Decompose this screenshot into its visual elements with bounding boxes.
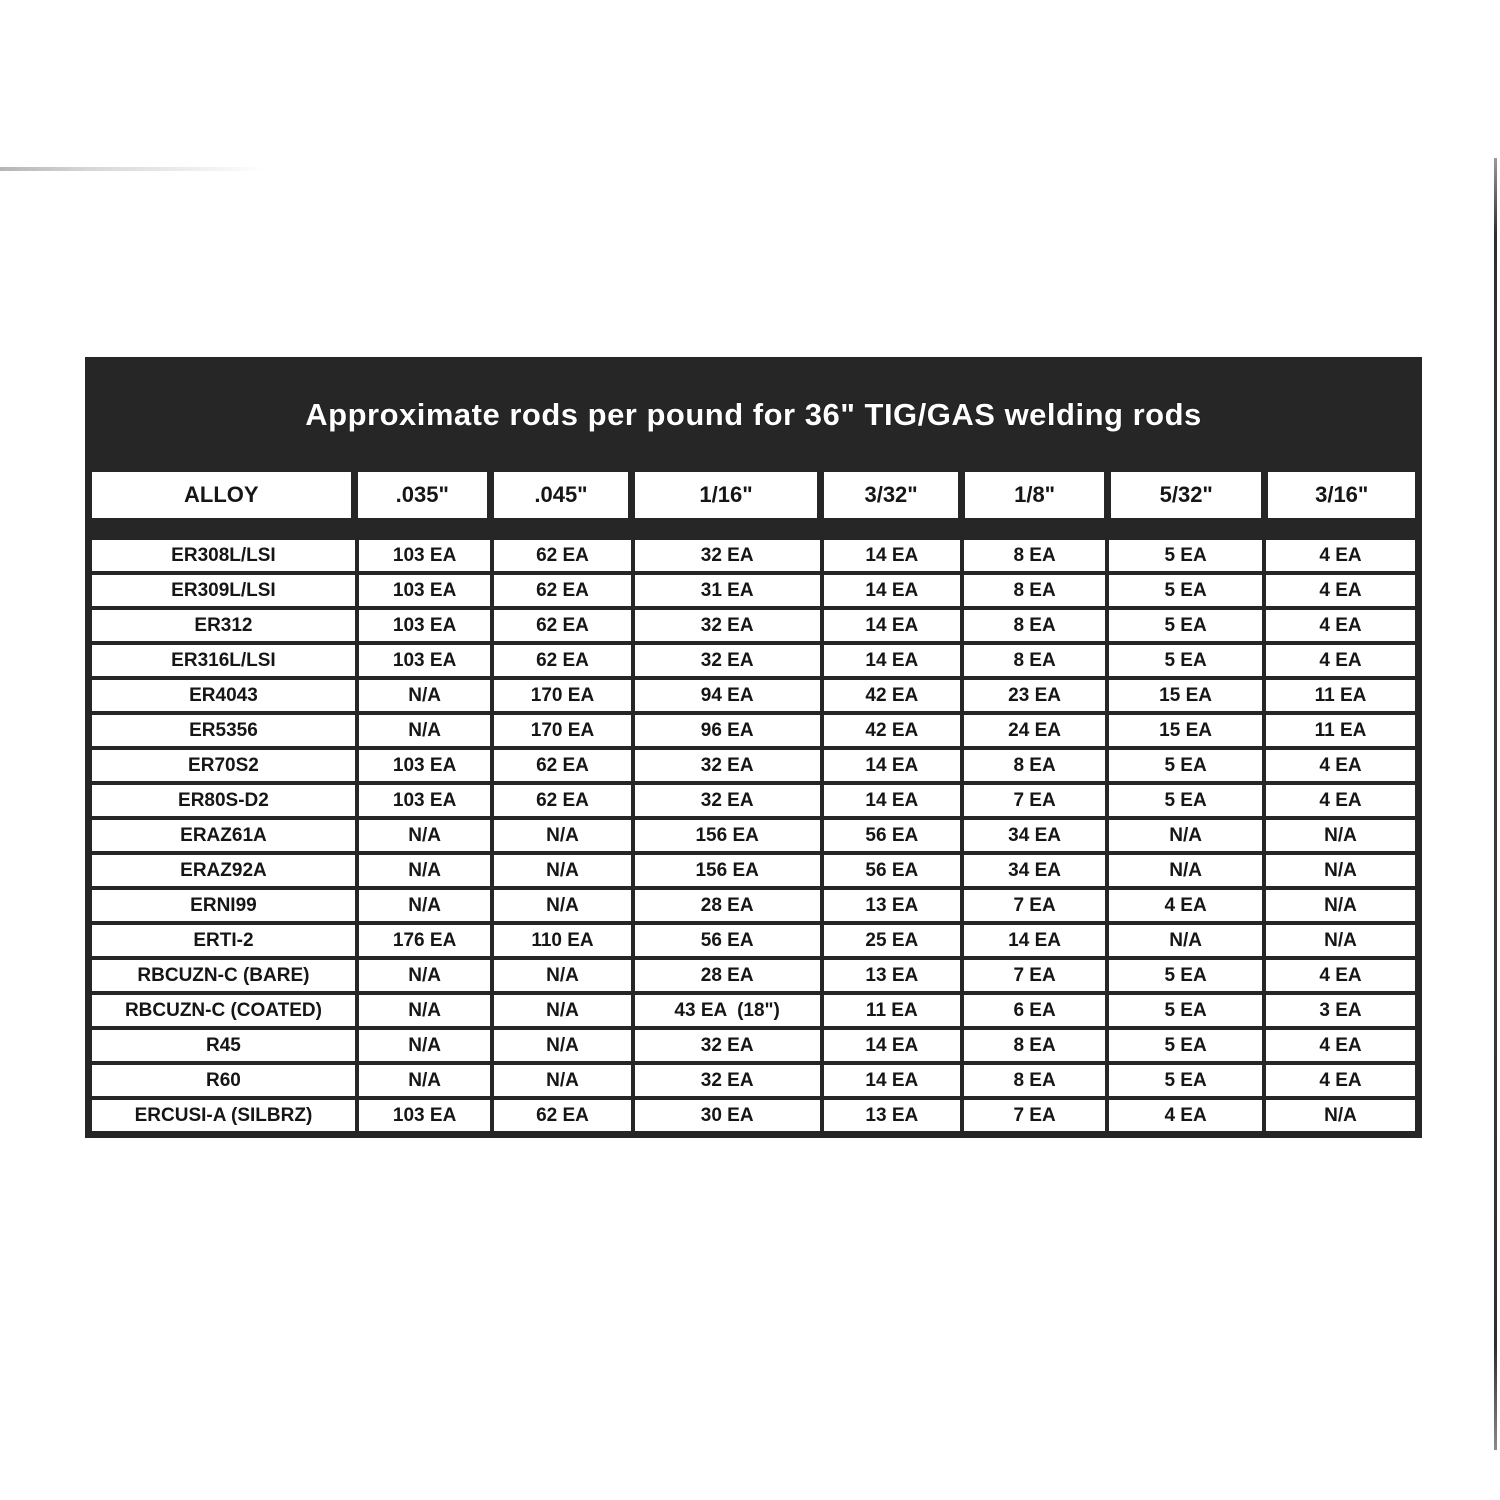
alloy-cell: ER316L/LSI <box>92 645 355 676</box>
header-cell: .045" <box>494 472 628 518</box>
value-cell: 8 EA <box>964 1065 1105 1096</box>
value-cell: 23 EA <box>964 680 1105 711</box>
table-row <box>92 715 1415 746</box>
value-cell: 62 EA <box>494 610 630 641</box>
value-cell: 11 EA <box>1266 680 1415 711</box>
value-cell: 43 EA (18") <box>635 995 820 1026</box>
value-cell: 62 EA <box>494 785 630 816</box>
value-cell: N/A <box>494 1065 630 1096</box>
value-cell: 62 EA <box>494 540 630 571</box>
alloy-cell: ER308L/LSI <box>92 540 355 571</box>
table-body <box>85 540 1422 1138</box>
header-cell: .035" <box>358 472 487 518</box>
value-cell: N/A <box>359 715 490 746</box>
value-cell: 4 EA <box>1266 1065 1415 1096</box>
value-cell: 14 EA <box>824 785 960 816</box>
value-cell: N/A <box>1109 925 1262 956</box>
value-cell: N/A <box>359 820 490 851</box>
value-cell: 34 EA <box>964 820 1105 851</box>
alloy-cell: ERNI99 <box>92 890 355 921</box>
value-cell: 4 EA <box>1266 610 1415 641</box>
alloy-cell: R60 <box>92 1065 355 1096</box>
alloy-cell: ER80S-D2 <box>92 785 355 816</box>
value-cell: 11 EA <box>1266 715 1415 746</box>
value-cell: 8 EA <box>964 645 1105 676</box>
value-cell: 14 EA <box>824 750 960 781</box>
table-row <box>92 680 1415 711</box>
value-cell: 62 EA <box>494 645 630 676</box>
alloy-cell: RBCUZN-C (COATED) <box>92 995 355 1026</box>
value-cell: N/A <box>1266 1100 1415 1131</box>
value-cell: 156 EA <box>635 855 820 886</box>
value-cell: 14 EA <box>824 575 960 606</box>
value-cell: 24 EA <box>964 715 1105 746</box>
value-cell: 4 EA <box>1109 890 1262 921</box>
value-cell: 103 EA <box>359 1100 490 1131</box>
value-cell: 3 EA <box>1266 995 1415 1026</box>
value-cell: 5 EA <box>1109 785 1262 816</box>
value-cell: 7 EA <box>964 890 1105 921</box>
value-cell: 5 EA <box>1109 995 1262 1026</box>
value-cell: 56 EA <box>635 925 820 956</box>
value-cell: 6 EA <box>964 995 1105 1026</box>
value-cell: N/A <box>1109 820 1262 851</box>
value-cell: N/A <box>359 890 490 921</box>
value-cell: 32 EA <box>635 645 820 676</box>
value-cell: 5 EA <box>1109 1065 1262 1096</box>
table-row <box>92 610 1415 641</box>
table-row <box>92 925 1415 956</box>
welding-rod-table <box>85 357 1422 1138</box>
value-cell: 13 EA <box>824 1100 960 1131</box>
value-cell: 5 EA <box>1109 540 1262 571</box>
value-cell: 5 EA <box>1109 575 1262 606</box>
value-cell: 15 EA <box>1109 715 1262 746</box>
value-cell: 14 EA <box>824 610 960 641</box>
scan-artifact-edge-line <box>1494 158 1497 1450</box>
value-cell: 5 EA <box>1109 960 1262 991</box>
value-cell: 103 EA <box>359 610 490 641</box>
value-cell: N/A <box>1266 890 1415 921</box>
value-cell: N/A <box>359 680 490 711</box>
table-row <box>92 785 1415 816</box>
alloy-cell: ER70S2 <box>92 750 355 781</box>
value-cell: N/A <box>494 1030 630 1061</box>
value-cell: 32 EA <box>635 540 820 571</box>
header-cell: 3/16" <box>1268 472 1415 518</box>
value-cell: 34 EA <box>964 855 1105 886</box>
value-cell: N/A <box>494 995 630 1026</box>
value-cell: 32 EA <box>635 1030 820 1061</box>
value-cell: 14 EA <box>964 925 1105 956</box>
value-cell: 5 EA <box>1109 1030 1262 1061</box>
value-cell: 13 EA <box>824 960 960 991</box>
value-cell: 4 EA <box>1109 1100 1262 1131</box>
value-cell: 42 EA <box>824 715 960 746</box>
table-row <box>92 645 1415 676</box>
value-cell: 4 EA <box>1266 645 1415 676</box>
value-cell: 96 EA <box>635 715 820 746</box>
header-cell: 1/16" <box>635 472 817 518</box>
value-cell: 4 EA <box>1266 1030 1415 1061</box>
value-cell: 4 EA <box>1266 750 1415 781</box>
value-cell: 62 EA <box>494 575 630 606</box>
value-cell: 4 EA <box>1266 540 1415 571</box>
value-cell: N/A <box>359 855 490 886</box>
value-cell: 170 EA <box>494 680 630 711</box>
value-cell: N/A <box>1109 855 1262 886</box>
table-row <box>92 575 1415 606</box>
value-cell: 7 EA <box>964 1100 1105 1131</box>
alloy-cell: RBCUZN-C (BARE) <box>92 960 355 991</box>
table-row <box>92 820 1415 851</box>
value-cell: 103 EA <box>359 750 490 781</box>
value-cell: 28 EA <box>635 960 820 991</box>
value-cell: N/A <box>494 820 630 851</box>
value-cell: 103 EA <box>359 575 490 606</box>
alloy-cell: ER4043 <box>92 680 355 711</box>
value-cell: 7 EA <box>964 960 1105 991</box>
value-cell: 170 EA <box>494 715 630 746</box>
table-row <box>92 750 1415 781</box>
value-cell: 14 EA <box>824 1065 960 1096</box>
table-header-row <box>85 472 1422 518</box>
value-cell: N/A <box>494 890 630 921</box>
table-row <box>92 960 1415 991</box>
value-cell: 14 EA <box>824 1030 960 1061</box>
value-cell: 31 EA <box>635 575 820 606</box>
value-cell: N/A <box>359 1065 490 1096</box>
value-cell: 8 EA <box>964 1030 1105 1061</box>
table-row <box>92 890 1415 921</box>
value-cell: 32 EA <box>635 785 820 816</box>
value-cell: 5 EA <box>1109 750 1262 781</box>
table-row <box>92 1065 1415 1096</box>
value-cell: 5 EA <box>1109 610 1262 641</box>
value-cell: 13 EA <box>824 890 960 921</box>
value-cell: 110 EA <box>494 925 630 956</box>
table-title-band <box>85 357 1422 472</box>
alloy-cell: ERAZ92A <box>92 855 355 886</box>
value-cell: 32 EA <box>635 1065 820 1096</box>
value-cell: N/A <box>359 995 490 1026</box>
value-cell: 56 EA <box>824 855 960 886</box>
value-cell: 7 EA <box>964 785 1105 816</box>
value-cell: 25 EA <box>824 925 960 956</box>
value-cell: 5 EA <box>1109 645 1262 676</box>
table-row <box>92 1100 1415 1131</box>
header-cell: 3/32" <box>824 472 958 518</box>
value-cell: 14 EA <box>824 540 960 571</box>
alloy-cell: ERCUSI-A (SILBRZ) <box>92 1100 355 1131</box>
table-row <box>92 1030 1415 1061</box>
value-cell: 62 EA <box>494 1100 630 1131</box>
header-cell-alloy: ALLOY <box>92 472 351 518</box>
value-cell: N/A <box>494 960 630 991</box>
value-cell: 62 EA <box>494 750 630 781</box>
value-cell: 14 EA <box>824 645 960 676</box>
value-cell: 4 EA <box>1266 575 1415 606</box>
table-row <box>92 995 1415 1026</box>
header-separator-strip <box>85 518 1422 540</box>
alloy-cell: R45 <box>92 1030 355 1061</box>
header-cell: 5/32" <box>1111 472 1261 518</box>
header-cell: 1/8" <box>965 472 1104 518</box>
value-cell: 32 EA <box>635 610 820 641</box>
value-cell: 8 EA <box>964 610 1105 641</box>
value-cell: 103 EA <box>359 645 490 676</box>
value-cell: N/A <box>359 1030 490 1061</box>
value-cell: 94 EA <box>635 680 820 711</box>
value-cell: 32 EA <box>635 750 820 781</box>
value-cell: 8 EA <box>964 540 1105 571</box>
value-cell: 103 EA <box>359 785 490 816</box>
value-cell: N/A <box>1266 925 1415 956</box>
value-cell: 4 EA <box>1266 960 1415 991</box>
alloy-cell: ERTI-2 <box>92 925 355 956</box>
value-cell: 11 EA <box>824 995 960 1026</box>
table-title: Approximate rods per pound for 36" TIG/GAS welding rods <box>305 396 1202 432</box>
alloy-cell: ER312 <box>92 610 355 641</box>
table-row <box>92 855 1415 886</box>
value-cell: 30 EA <box>635 1100 820 1131</box>
value-cell: 156 EA <box>635 820 820 851</box>
alloy-cell: ERAZ61A <box>92 820 355 851</box>
value-cell: 8 EA <box>964 575 1105 606</box>
table-row <box>92 540 1415 571</box>
scan-artifact-smudge <box>0 167 265 171</box>
value-cell: 42 EA <box>824 680 960 711</box>
value-cell: N/A <box>1266 855 1415 886</box>
alloy-cell: ER5356 <box>92 715 355 746</box>
value-cell: 56 EA <box>824 820 960 851</box>
value-cell: N/A <box>359 960 490 991</box>
value-cell: 28 EA <box>635 890 820 921</box>
value-cell: 103 EA <box>359 540 490 571</box>
value-cell: N/A <box>494 855 630 886</box>
value-cell: 8 EA <box>964 750 1105 781</box>
value-cell: 176 EA <box>359 925 490 956</box>
value-cell: 15 EA <box>1109 680 1262 711</box>
value-cell: N/A <box>1266 820 1415 851</box>
alloy-cell: ER309L/LSI <box>92 575 355 606</box>
value-cell: 4 EA <box>1266 785 1415 816</box>
